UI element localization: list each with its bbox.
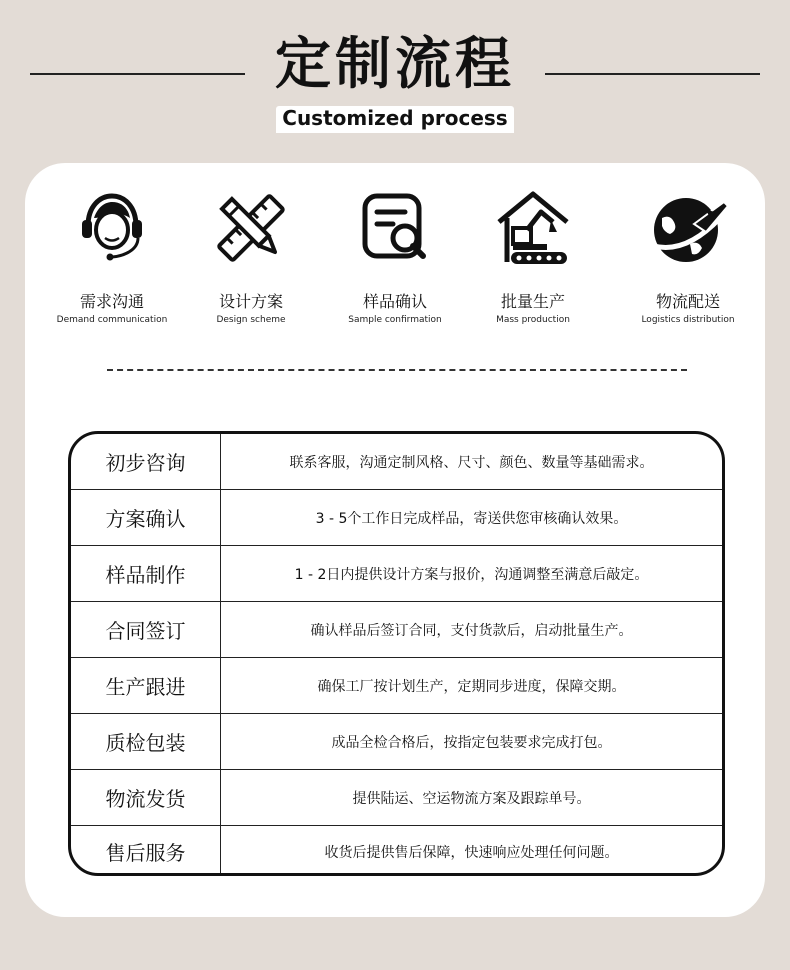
row-label: 质检包装 xyxy=(71,714,221,769)
row-label: 物流发货 xyxy=(71,770,221,825)
document-search-icon xyxy=(355,188,435,268)
row-description: 确认样品后签订合同，支付货款后，启动批量生产。 xyxy=(310,622,633,639)
step-subtitle: Logistics distribution xyxy=(641,315,735,325)
row-description: 确保工厂按计划生产，定期同步进度，保障交期。 xyxy=(317,678,626,695)
row-description: 3 - 5个工作日完成样品，寄送供您审核确认效果。 xyxy=(315,510,628,527)
table-row xyxy=(71,602,722,658)
step-title: 设计方案 xyxy=(218,292,283,311)
headset-agent-icon xyxy=(72,188,152,268)
page-subtitle: Customized process xyxy=(276,106,513,133)
table-row xyxy=(71,714,722,770)
table-row xyxy=(71,434,722,490)
header xyxy=(0,0,790,150)
step-sample-confirmation xyxy=(330,188,460,326)
step-subtitle: Demand communication xyxy=(56,315,168,325)
content-card xyxy=(25,163,765,917)
factory-excavator-icon xyxy=(493,188,573,268)
step-mass-production xyxy=(468,188,598,326)
step-subtitle: Mass production xyxy=(496,315,570,325)
process-steps xyxy=(25,188,765,328)
step-design-scheme xyxy=(186,188,316,326)
row-label: 售后服务 xyxy=(71,826,221,876)
step-title: 批量生产 xyxy=(500,292,565,311)
process-table xyxy=(68,431,725,876)
row-description: 1 - 2日内提供设计方案与报价，沟通调整至满意后敲定。 xyxy=(294,566,649,583)
pencil-ruler-icon xyxy=(211,188,291,268)
row-description: 成品全检合格后，按指定包装要求完成打包。 xyxy=(331,734,612,751)
step-subtitle: Sample confirmation xyxy=(348,315,442,325)
step-subtitle: Design scheme xyxy=(216,315,286,325)
row-description: 提供陆运、空运物流方案及跟踪单号。 xyxy=(352,790,591,807)
table-row xyxy=(71,658,722,714)
table-row xyxy=(71,490,722,546)
row-label: 样品制作 xyxy=(71,546,221,601)
step-title: 需求沟通 xyxy=(79,292,144,311)
row-label: 合同签订 xyxy=(71,602,221,657)
row-label: 方案确认 xyxy=(71,490,221,545)
dashed-divider xyxy=(107,369,687,371)
row-description: 收货后提供售后保障，快速响应处理任何问题。 xyxy=(324,844,619,861)
row-description: 联系客服，沟通定制风格、尺寸、颜色、数量等基础需求。 xyxy=(289,454,654,471)
globe-airplane-icon xyxy=(648,188,728,268)
step-title: 样品确认 xyxy=(362,292,427,311)
table-row xyxy=(71,770,722,826)
page-title: 定制流程 xyxy=(275,32,515,97)
step-title: 物流配送 xyxy=(655,292,720,311)
step-logistics-distribution xyxy=(623,188,753,326)
row-label: 生产跟进 xyxy=(71,658,221,713)
row-label: 初步咨询 xyxy=(71,434,221,489)
table-row xyxy=(71,546,722,602)
table-row xyxy=(71,826,722,876)
step-demand-communication xyxy=(47,188,177,326)
